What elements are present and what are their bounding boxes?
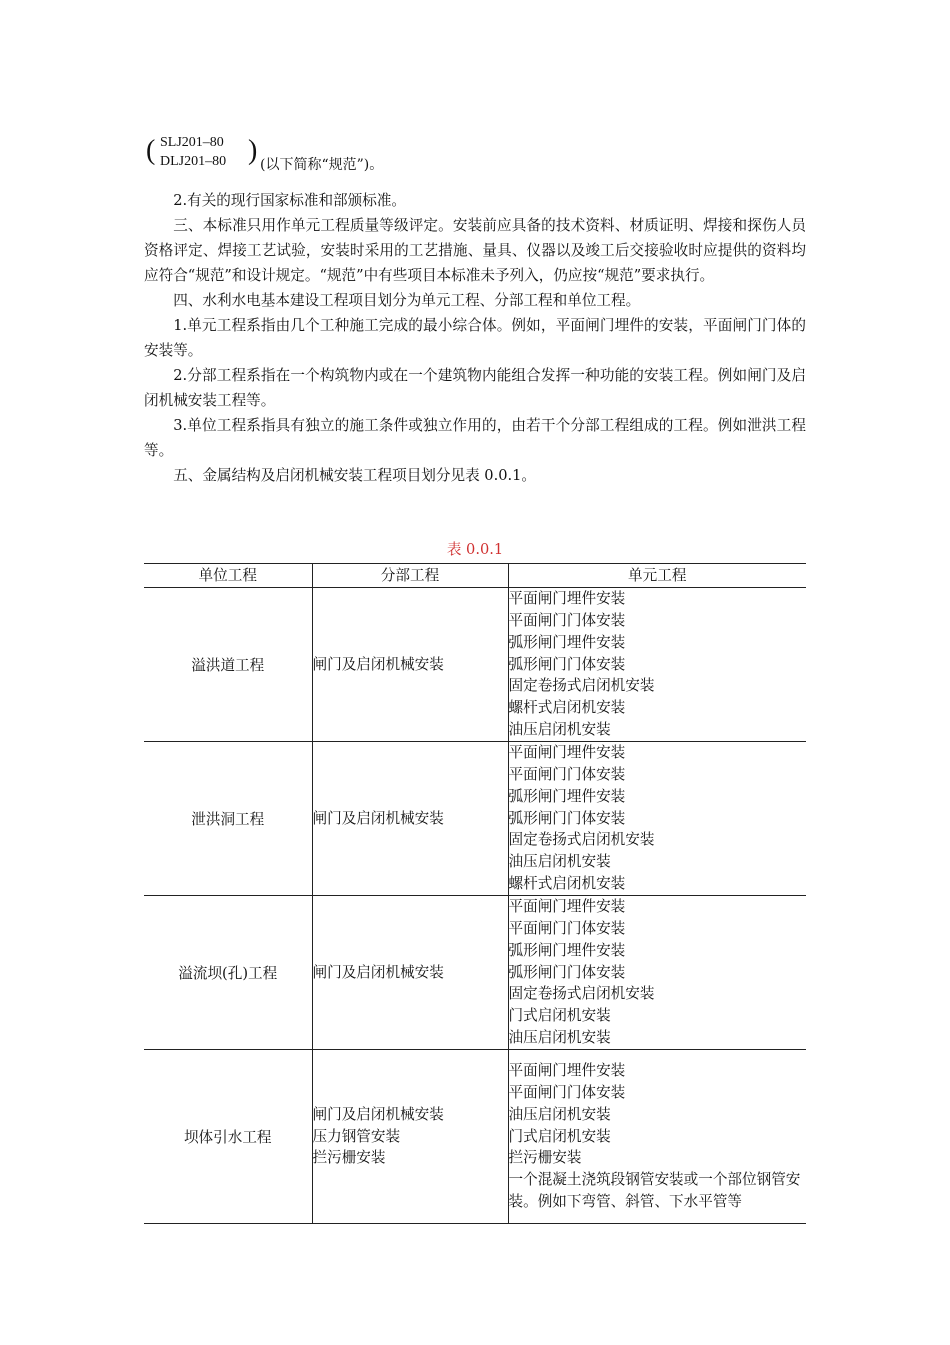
table-header-row	[144, 564, 806, 588]
code-slj: SLJ201–80	[160, 135, 224, 150]
body-text	[144, 188, 806, 488]
element-item: 弧形闸门埋件安装	[508, 941, 626, 959]
sub-item: 闸门及启闭机械安装	[312, 809, 444, 827]
element-item: 弧形闸门门体安装	[508, 809, 626, 827]
element-cell	[508, 588, 806, 742]
standard-codes	[146, 134, 466, 176]
element-item: 固定卷扬式启闭机安装	[508, 677, 655, 695]
element-item: 油压启闭机安装	[508, 720, 611, 738]
code-dlj: DLJ201–80	[160, 154, 227, 169]
element-item: 拦污栅安装	[508, 1149, 582, 1167]
sub-item: 闸门及启闭机械安装	[312, 963, 444, 981]
sub-item: 闸门及启闭机械安装	[312, 1105, 444, 1123]
element-item: 平面闸门门体安装	[508, 920, 626, 937]
table-caption: 表 0.0.1	[446, 541, 504, 558]
element-item: 平面闸门埋件安装	[508, 744, 626, 762]
sub-item: 闸门及启闭机械安装	[312, 655, 444, 673]
header-sub: 分部工程	[312, 564, 508, 588]
paragraph: 三、本标准只用作单元工程质量等级评定。安装前应具备的技术资料、材质证明、焊接和探伤人员资格评定、焊接工艺试验，安装时采用的工艺措施、量具、仪器以及竣工后交接验收时应提供的资料均应符合“规范”和设计规定。“规范”中有些项目本标准未予列入，仍应按“规范”要求执行。	[144, 217, 806, 284]
element-item: 平面闸门门体安装	[508, 766, 626, 783]
paragraph: 五、金属结构及启闭机械安装工程项目划分见表 0.0.1。	[173, 467, 537, 484]
header-unit: 单位工程	[144, 564, 312, 588]
element-item: 平面闸门埋件安装	[508, 1062, 626, 1080]
element-cell	[508, 1050, 806, 1224]
element-item: 平面闸门门体安装	[508, 612, 626, 629]
element-item: 螺杆式启闭机安装	[508, 699, 626, 717]
unit-cell: 泄洪洞工程	[144, 742, 312, 896]
element-item: 门式启闭机安装	[508, 1007, 611, 1025]
left-paren: (	[146, 135, 156, 166]
sub-item: 压力钢管安装	[312, 1127, 401, 1145]
element-item: 平面闸门门体安装	[508, 1084, 626, 1101]
project-division-table	[144, 563, 806, 1224]
element-item: 弧形闸门埋件安装	[508, 787, 626, 805]
sub-item: 拦污栅安装	[312, 1149, 386, 1167]
element-cell	[508, 896, 806, 1050]
unit-cell: 溢流坝(孔)工程	[144, 896, 312, 1050]
element-item: 一个混凝土浇筑段钢管安装或一个部位钢管安装。例如下弯管、斜管、下水平管等	[508, 1171, 801, 1210]
element-item: 油压启闭机安装	[508, 1028, 611, 1046]
table-row	[144, 742, 806, 896]
element-cell	[508, 742, 806, 896]
element-item: 弧形闸门埋件安装	[508, 633, 626, 651]
element-item: 平面闸门埋件安装	[508, 898, 626, 916]
paragraph: 2.分部工程系指在一个构筑物内或在一个建筑物内能组合发挥一种功能的安装工程。例如闸门及启闭机械安装工程等。	[144, 367, 806, 409]
unit-cell: 坝体引水工程	[144, 1050, 312, 1224]
element-item: 固定卷扬式启闭机安装	[508, 831, 655, 849]
header-element: 单元工程	[508, 564, 806, 588]
sub-cell	[312, 588, 508, 742]
element-item: 门式启闭机安装	[508, 1127, 611, 1145]
table-row	[144, 588, 806, 742]
element-item: 弧形闸门门体安装	[508, 963, 626, 981]
abbreviation-note: (以下简称“规范”)。	[260, 157, 384, 173]
paragraph: 2.有关的现行国家标准和部颁标准。	[173, 192, 407, 209]
paragraph: 1.单元工程系指由几个工种施工完成的最小综合体。例如，平面闸门埋件的安装，平面闸门门体的安装等。	[144, 317, 806, 359]
right-paren: )	[248, 135, 258, 166]
element-item: 弧形闸门门体安装	[508, 655, 626, 673]
element-item: 螺杆式启闭机安装	[508, 874, 626, 892]
element-item: 平面闸门埋件安装	[508, 590, 626, 608]
sub-cell	[312, 742, 508, 896]
element-item: 固定卷扬式启闭机安装	[508, 985, 655, 1003]
table-row	[144, 1050, 806, 1224]
element-item: 油压启闭机安装	[508, 853, 611, 871]
unit-cell: 溢洪道工程	[144, 588, 312, 742]
paragraph: 3.单位工程系指具有独立的施工条件或独立作用的，由若干个分部工程组成的工程。例如泄洪工程等。	[144, 417, 806, 459]
sub-cell	[312, 896, 508, 1050]
paragraph: 四、水利水电基本建设工程项目划分为单元工程、分部工程和单位工程。	[173, 292, 641, 309]
table-row	[144, 896, 806, 1050]
element-item: 油压启闭机安装	[508, 1105, 611, 1123]
sub-cell	[312, 1050, 508, 1224]
